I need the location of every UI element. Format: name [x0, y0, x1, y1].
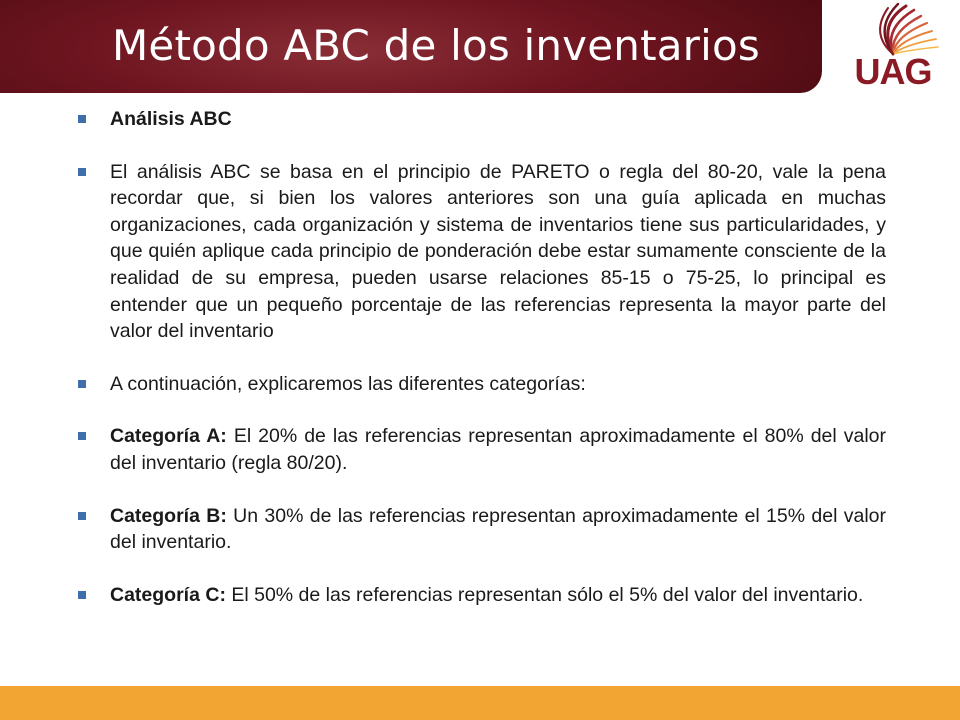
slide-title: Método ABC de los inventarios	[112, 21, 761, 70]
category-label: Categoría A:	[110, 425, 227, 448]
bullet-item-pareto	[72, 159, 886, 345]
bullet-item-categoria-a	[72, 423, 886, 476]
bullet-list	[72, 106, 886, 608]
title-bar	[0, 0, 822, 93]
square-bullet-icon	[78, 432, 86, 440]
bullet-item-categoria-c	[72, 582, 886, 609]
bullet-text: El 50% de las referencias representan sólo el 5% del valor del inventario.	[225, 583, 864, 606]
bullet-text: A continuación, explicaremos las diferentes categorías:	[110, 372, 586, 395]
square-bullet-icon	[78, 168, 86, 176]
bullet-text: Un 30% de las referencias representan aproximadamente el 15% del valor del inventario.	[110, 504, 887, 554]
bullet-item-continuacion	[72, 371, 886, 398]
bullet-item-categoria-b	[72, 503, 886, 556]
square-bullet-icon	[78, 591, 86, 599]
bullet-heading: Análisis ABC	[110, 108, 232, 130]
bullet-text: El 20% de las referencias representan aproximadamente el 80% del valor del inventario (regla 80/20).	[110, 425, 886, 474]
category-label: Categoría C:	[110, 583, 226, 606]
square-bullet-icon	[78, 512, 86, 520]
bullet-item-analisis	[72, 106, 886, 133]
footer-bar	[0, 686, 960, 720]
uag-logo	[838, 2, 948, 94]
logo-text: UAG	[854, 51, 932, 92]
bullet-text: El análisis ABC se basa en el principio de PARETO o regla del 80-20, vale la pena recordar que, si bien los valores anteriores son una guía aplicada en muchas organizaciones, cada organización y sistema de inventarios tiene sus particularidades, y que quién aplique cada principio de ponderación debe estar sumamente consciente de la realidad de su empresa, pueden usarse relaciones 85-15 o 75-25, lo principal es entender que un pequeño porcentaje de las referencias representa la mayor parte del valor del inventario	[110, 160, 886, 343]
square-bullet-icon	[78, 380, 86, 388]
square-bullet-icon	[78, 115, 86, 123]
category-label: Categoría B:	[110, 504, 227, 527]
